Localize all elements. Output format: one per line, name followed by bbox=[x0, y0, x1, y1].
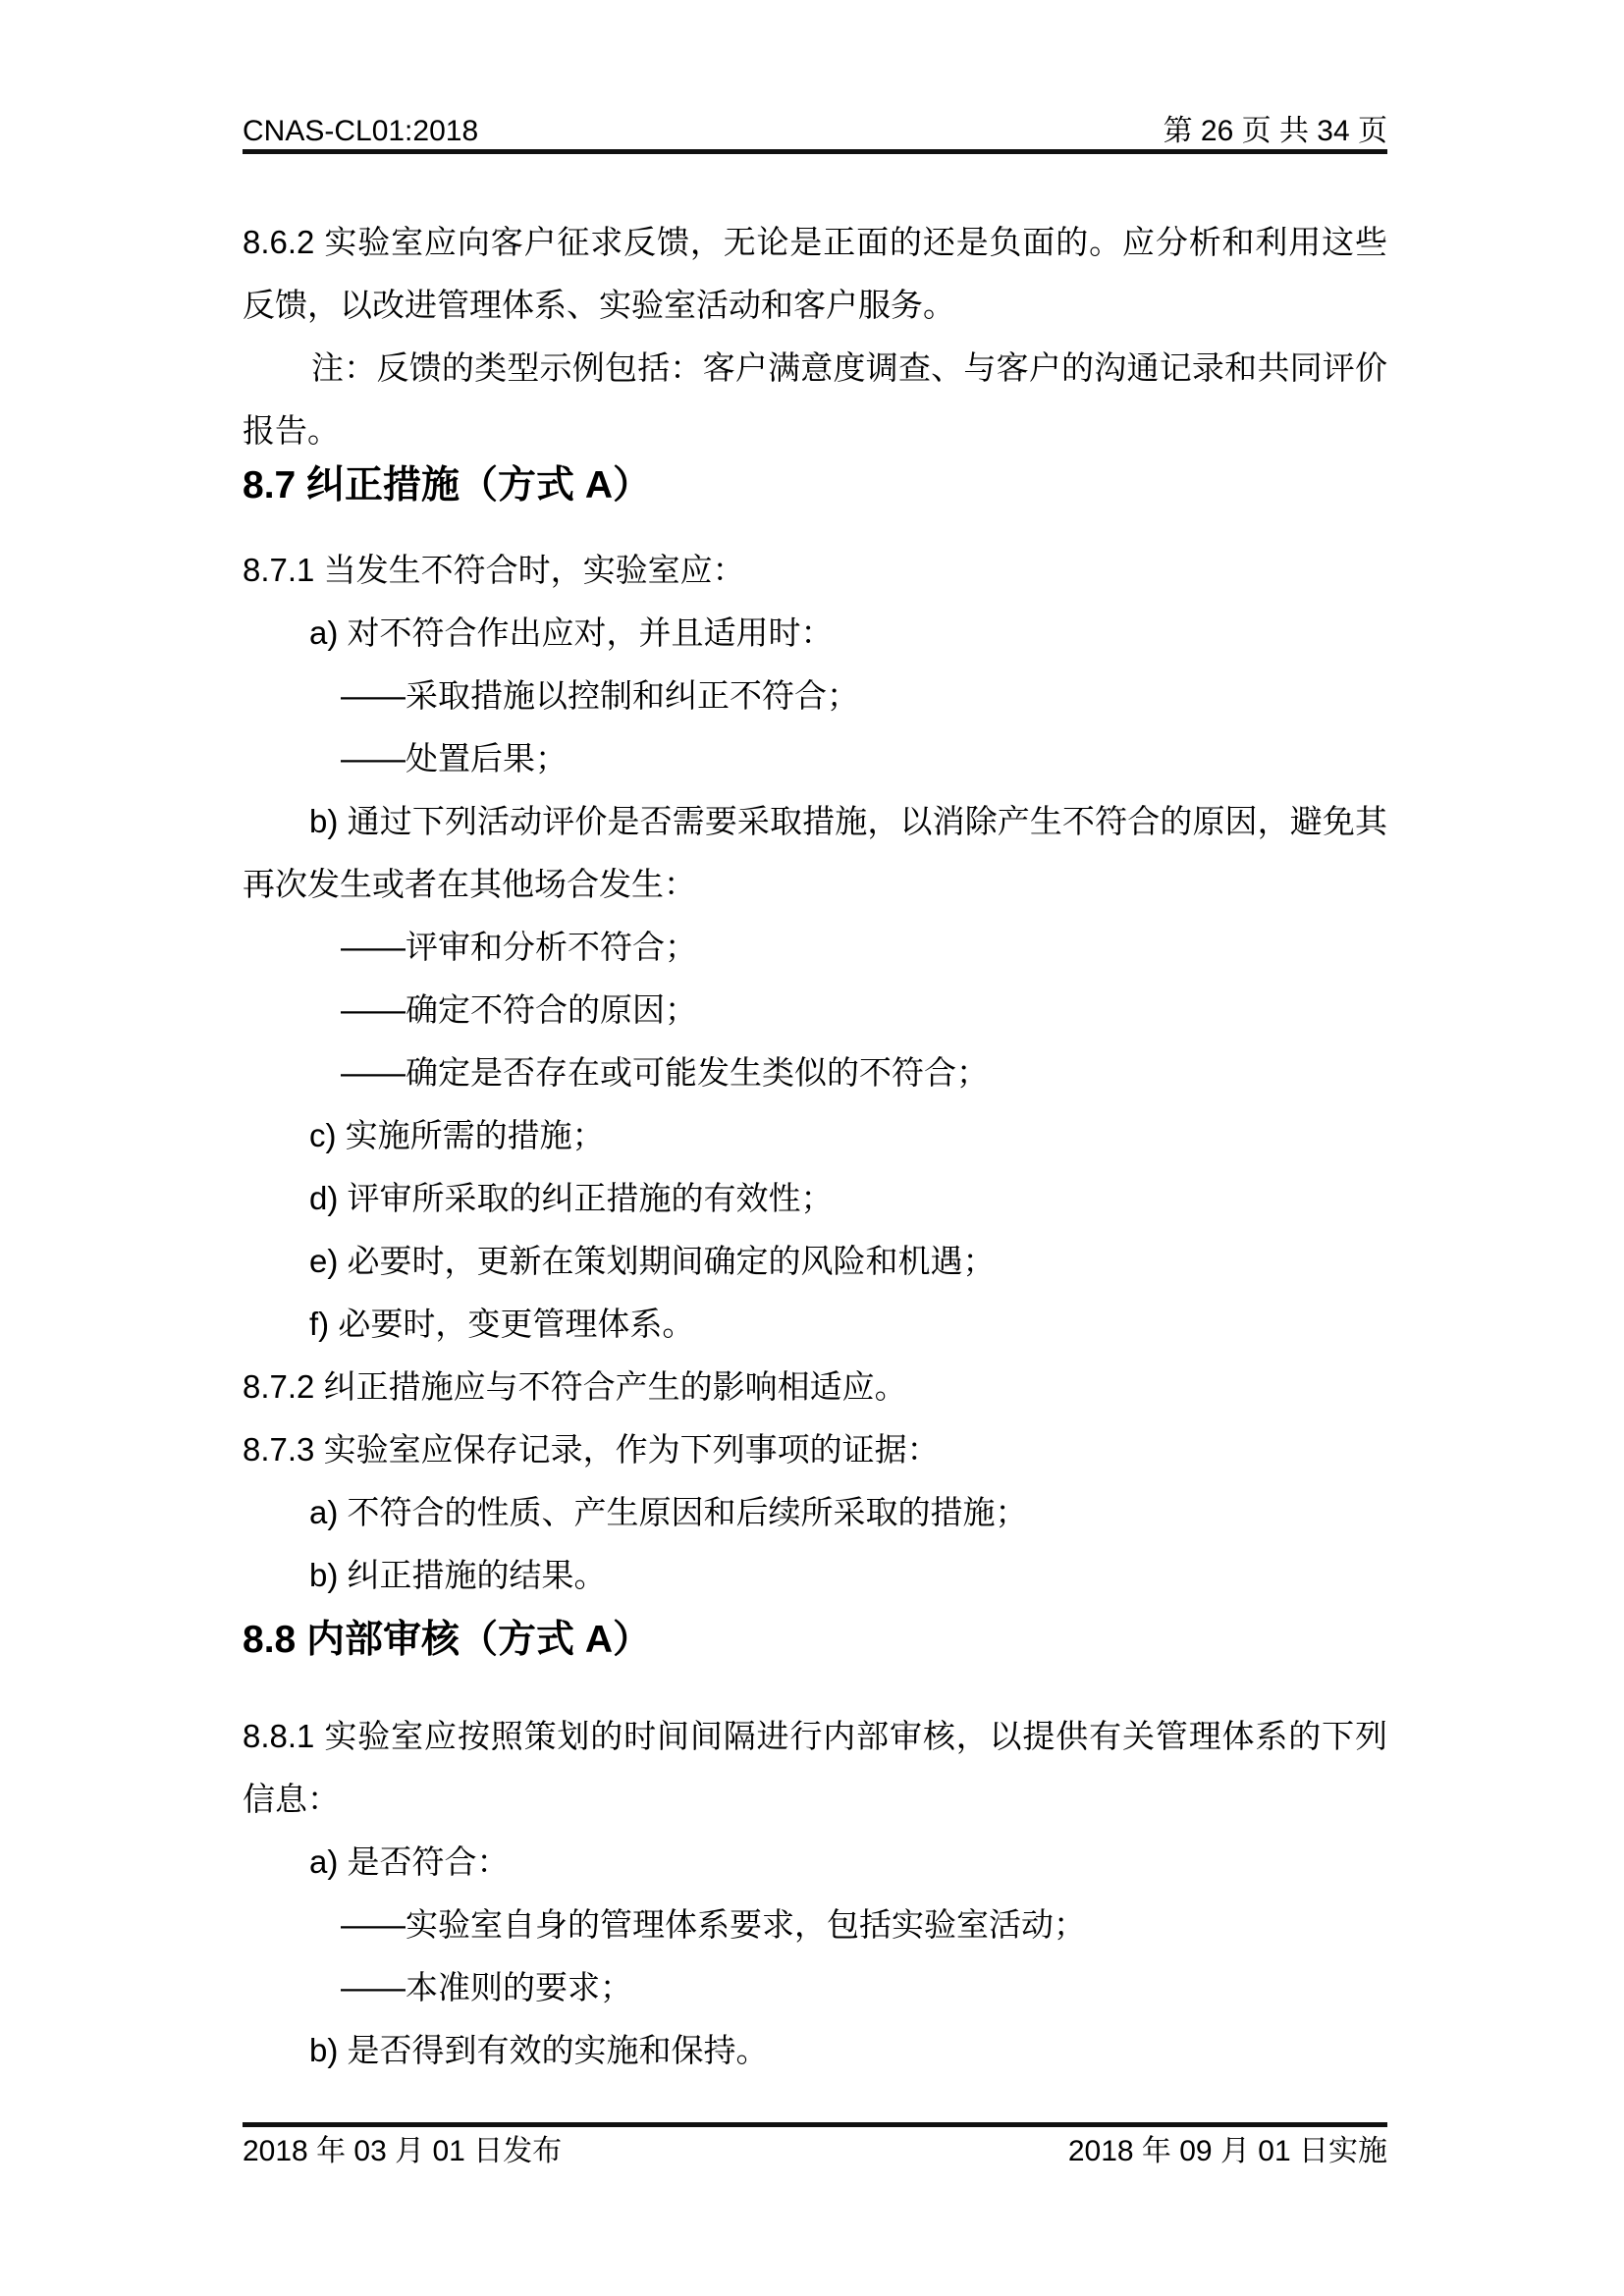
implement-date: 2018 年 09 月 01 日实施 bbox=[1067, 2135, 1387, 2167]
publish-date: 2018 年 03 月 01 日发布 bbox=[243, 2135, 563, 2167]
page-footer bbox=[243, 2134, 1387, 2169]
heading-8-7: 8.7 纠正措施（方式 A） bbox=[243, 464, 652, 507]
list-item-a: a) 对不符合作出应对，并且适用时： bbox=[309, 614, 834, 651]
note-8-6-2: 注：反馈的类型示例包括：客户满意度调查、与客户的沟通记录和共同评价报告。 bbox=[243, 349, 1387, 449]
clause-8-7-2: 8.7.2 纠正措施应与不符合产生的影响相适应。 bbox=[243, 1368, 907, 1405]
list-item-a: a) 不符合的性质、产生原因和后续所采取的措施； bbox=[309, 1494, 1028, 1530]
dash-item: ——确定不符合的原因； bbox=[341, 991, 697, 1028]
page-header bbox=[243, 116, 1387, 147]
header-rule bbox=[243, 149, 1387, 154]
list-item-b: b) 纠正措施的结果。 bbox=[309, 1557, 607, 1593]
list-item-b: b) 是否得到有效的实施和保持。 bbox=[309, 2032, 769, 2068]
dash-item: ——评审和分析不符合； bbox=[341, 929, 697, 965]
list-item-c: c) 实施所需的措施； bbox=[309, 1117, 605, 1153]
clause-8-6-2: 8.6.2 实验室应向客户征求反馈，无论是正面的还是负面的。应分析和利用这些反馈，以改进管理体系、实验室活动和客户服务。 bbox=[243, 224, 1387, 323]
footer-rule bbox=[243, 2122, 1387, 2127]
dash-item: ——本准则的要求； bbox=[341, 1969, 632, 2005]
clause-8-7-3: 8.7.3 实验室应保存记录，作为下列事项的证据： bbox=[243, 1431, 940, 1468]
dash-item: ——实验室自身的管理体系要求，包括实验室活动； bbox=[341, 1906, 1086, 1943]
dash-item: ——确定是否存在或可能发生类似的不符合； bbox=[341, 1054, 989, 1091]
page-number: 第 26 页 共 34 页 bbox=[1163, 115, 1387, 147]
heading-8-8: 8.8 内部审核（方式 A） bbox=[243, 1619, 652, 1661]
list-item-a: a) 是否符合： bbox=[309, 1843, 510, 1880]
dash-item: ——处置后果； bbox=[341, 740, 568, 776]
list-item-d: d) 评审所采取的纠正措施的有效性； bbox=[309, 1180, 834, 1216]
list-item-b: b) 通过下列活动评价是否需要采取措施，以消除产生不符合的原因，避免其再次发生或者在其他场合发生： bbox=[243, 803, 1387, 902]
doc-code: CNAS-CL01:2018 bbox=[243, 115, 479, 147]
clause-8-7-1: 8.7.1 当发生不符合时，实验室应： bbox=[243, 552, 745, 588]
list-item-f: f) 必要时，变更管理体系。 bbox=[309, 1306, 695, 1342]
clause-8-8-1: 8.8.1 实验室应按照策划的时间间隔进行内部审核，以提供有关管理体系的下列信息： bbox=[243, 1718, 1387, 1817]
document-body bbox=[243, 211, 1387, 2082]
list-item-e: e) 必要时，更新在策划期间确定的风险和机遇； bbox=[309, 1243, 996, 1279]
dash-item: ——采取措施以控制和纠正不符合； bbox=[341, 677, 859, 714]
